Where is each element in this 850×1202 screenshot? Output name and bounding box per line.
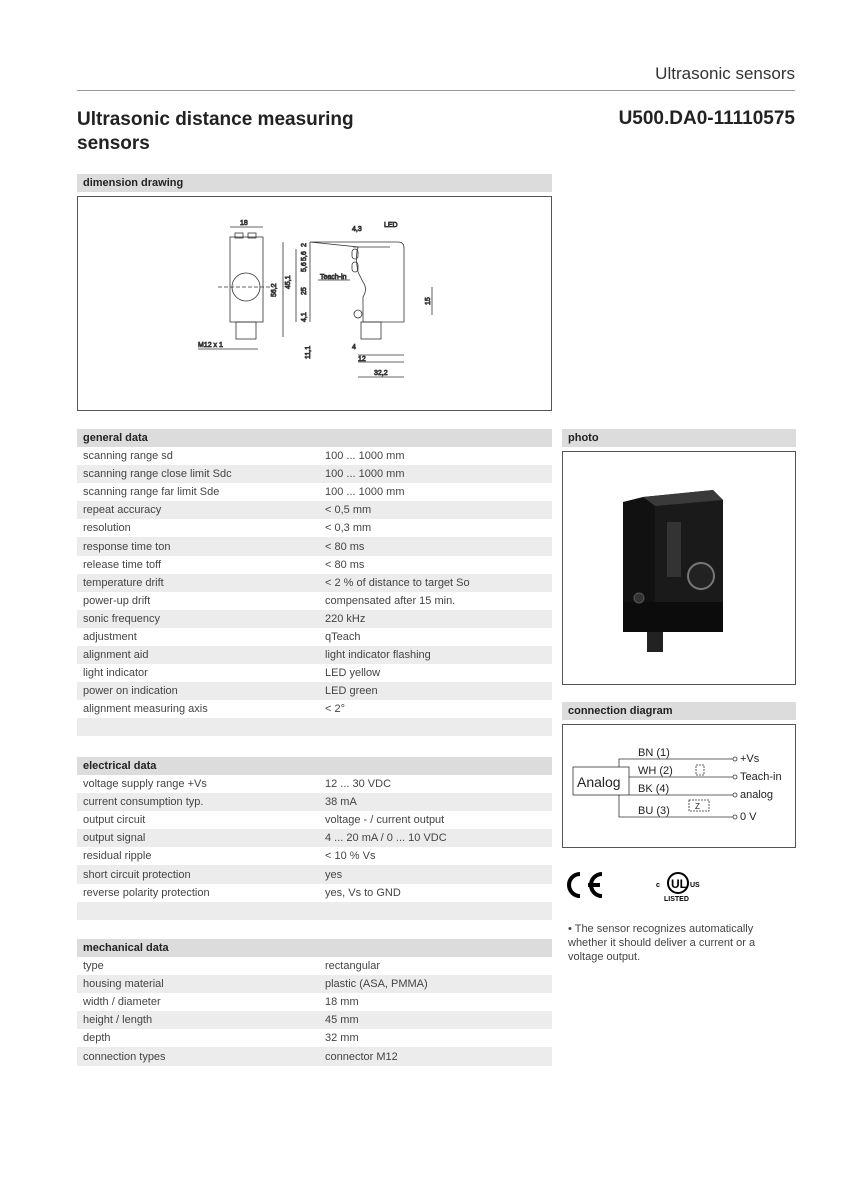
category-label: Ultrasonic sensors — [655, 64, 795, 83]
row-value: 100 ... 1000 mm — [325, 486, 405, 499]
table-row — [77, 501, 552, 519]
row-label: repeat accuracy — [83, 504, 162, 517]
row-value: connector M12 — [325, 1050, 398, 1063]
row-label: sonic frequency — [83, 612, 161, 625]
row-value: light indicator flashing — [325, 649, 431, 662]
table-row — [77, 993, 552, 1011]
row-label: output signal — [83, 832, 146, 845]
terminal-label: 0 V — [740, 811, 757, 823]
row-value: 12 ... 30 VDC — [325, 778, 392, 791]
table-row — [77, 775, 552, 793]
dim-label: 2 — [301, 243, 308, 247]
row-value: < 10 % Vs — [325, 850, 376, 863]
terminal-label: Teach-in — [740, 771, 782, 783]
general-data-heading: general data — [77, 429, 552, 447]
table-row — [77, 610, 552, 628]
row-label: response time ton — [83, 540, 171, 553]
mechanical-data-table — [77, 939, 552, 1066]
row-value: 32 mm — [325, 1032, 359, 1045]
row-value: yes, Vs to GND — [325, 886, 401, 899]
row-value: LED green — [325, 685, 378, 698]
svg-text:US: US — [690, 882, 700, 889]
dim-label: 4,3 — [352, 226, 362, 233]
wire-label: BU (3) — [638, 805, 670, 817]
row-label: current consumption typ. — [83, 796, 204, 809]
dim-label: 56,2 — [271, 283, 278, 297]
row-label: residual ripple — [83, 850, 152, 863]
table-row — [77, 793, 552, 811]
row-label: power on indication — [83, 685, 178, 698]
table-row — [77, 865, 552, 883]
table-row — [77, 1047, 552, 1065]
row-label: output circuit — [83, 814, 146, 827]
row-label: light indicator — [83, 667, 148, 680]
row-label: short circuit protection — [83, 868, 191, 881]
row-value: 18 mm — [325, 996, 359, 1009]
table-row — [77, 537, 552, 555]
table-row — [77, 664, 552, 682]
svg-text:UL: UL — [671, 877, 687, 891]
row-value: 38 mA — [325, 796, 357, 809]
ce-mark — [562, 870, 606, 905]
row-value: < 0,3 mm — [325, 522, 372, 535]
wire-label: WH (2) — [638, 765, 673, 777]
dim-label: 4,1 — [301, 312, 308, 322]
row-value: < 0,5 mm — [325, 504, 372, 517]
electrical-data-table — [77, 757, 552, 920]
row-value: < 80 ms — [325, 558, 365, 571]
photo-heading: photo — [562, 429, 796, 447]
table-row — [77, 957, 552, 975]
wire-label: BK (4) — [638, 783, 670, 795]
table-row — [77, 519, 552, 537]
page-title: Ultrasonic distance measuring sensors — [77, 109, 354, 154]
dimension-drawing-heading: dimension drawing — [77, 174, 552, 192]
table-row — [77, 847, 552, 865]
row-value: 100 ... 1000 mm — [325, 468, 405, 481]
dim-label: 5,6 — [301, 262, 308, 272]
analog-block-label: Analog — [577, 774, 621, 790]
row-label: type — [83, 960, 104, 973]
table-row — [77, 1011, 552, 1029]
table-row — [77, 884, 552, 902]
row-value: voltage - / current output — [325, 814, 445, 827]
row-value: < 80 ms — [325, 540, 365, 553]
table-row — [77, 646, 552, 664]
row-value: 220 kHz — [325, 612, 366, 625]
spacer-row — [77, 718, 552, 736]
dim-label: Teach-in — [320, 274, 347, 281]
dim-label: 12 — [358, 356, 366, 363]
row-label: depth — [83, 1032, 111, 1045]
table-row — [77, 700, 552, 718]
table-row — [77, 829, 552, 847]
connection-diagram — [562, 724, 796, 848]
row-label: scanning range far limit Sde — [83, 486, 220, 499]
row-label: voltage supply range +Vs — [83, 778, 207, 791]
row-label: power-up drift — [83, 594, 151, 607]
terminal-label: analog — [740, 789, 774, 801]
dim-label: 5,6 — [301, 251, 308, 261]
dim-label: 18 — [240, 220, 248, 227]
terminal-label: +Vs — [740, 753, 760, 765]
table-row — [77, 592, 552, 610]
connection-diagram-heading: connection diagram — [562, 702, 796, 720]
dim-label: LED — [384, 222, 398, 229]
note-text: • The sensor recognizes automatically whether it should deliver a current or a voltage output. — [568, 923, 756, 963]
row-label: scanning range sd — [83, 450, 173, 463]
table-row — [77, 465, 552, 483]
wire-label: BN (1) — [638, 747, 670, 759]
table-row — [77, 682, 552, 700]
row-label: connection types — [83, 1050, 166, 1063]
spacer-row — [77, 902, 552, 920]
note-body: The sensor recognizes automatically whether it should deliver a current or a voltage output. — [568, 923, 756, 963]
row-label: width / diameter — [83, 996, 161, 1009]
ul-listed-mark — [656, 868, 704, 909]
electrical-data-heading: electrical data — [77, 757, 552, 775]
table-row — [77, 811, 552, 829]
header-divider — [77, 90, 795, 91]
table-row — [77, 574, 552, 592]
table-row — [77, 628, 552, 646]
row-label: alignment measuring axis — [83, 703, 208, 716]
row-label: housing material — [83, 978, 164, 991]
table-row — [77, 975, 552, 993]
row-value: 100 ... 1000 mm — [325, 450, 405, 463]
row-value: qTeach — [325, 630, 361, 643]
dimension-drawing — [77, 196, 552, 411]
row-label: adjustment — [83, 630, 137, 643]
row-label: reverse polarity protection — [83, 886, 210, 899]
dim-label: 11,1 — [305, 345, 312, 359]
row-value: plastic (ASA, PMMA) — [325, 978, 428, 991]
dim-label: 25 — [301, 287, 308, 295]
dim-label: 4 — [352, 344, 356, 351]
row-value: yes — [325, 868, 343, 881]
row-value: 4 ... 20 mA / 0 ... 10 VDC — [325, 832, 447, 845]
row-label: release time toff — [83, 558, 162, 571]
svg-text:LISTED: LISTED — [664, 896, 689, 903]
dim-label: 15 — [425, 297, 432, 305]
row-label: scanning range close limit Sdc — [83, 468, 232, 481]
dim-label: 45,1 — [285, 275, 292, 289]
row-value: < 2 % of distance to target So — [325, 576, 470, 589]
row-value: rectangular — [325, 960, 381, 973]
row-value: compensated after 15 min. — [325, 594, 456, 607]
table-row — [77, 556, 552, 574]
load-label: Z — [695, 802, 700, 811]
row-label: temperature drift — [83, 576, 164, 589]
general-data-table — [77, 429, 552, 736]
mechanical-data-heading: mechanical data — [77, 939, 552, 957]
table-row — [77, 483, 552, 501]
row-label: resolution — [83, 522, 131, 535]
product-photo — [562, 451, 796, 685]
row-value: LED yellow — [325, 667, 381, 680]
table-row — [77, 447, 552, 465]
row-label: alignment aid — [83, 649, 149, 662]
dim-label: 32,2 — [374, 370, 388, 377]
product-code: U500.DA0-11110575 — [618, 108, 795, 129]
svg-text:c: c — [656, 882, 660, 889]
table-row — [77, 1029, 552, 1047]
row-value: 45 mm — [325, 1014, 359, 1027]
dim-label: M12 x 1 — [198, 342, 223, 349]
row-value: < 2° — [325, 703, 345, 716]
row-label: height / length — [83, 1014, 153, 1027]
